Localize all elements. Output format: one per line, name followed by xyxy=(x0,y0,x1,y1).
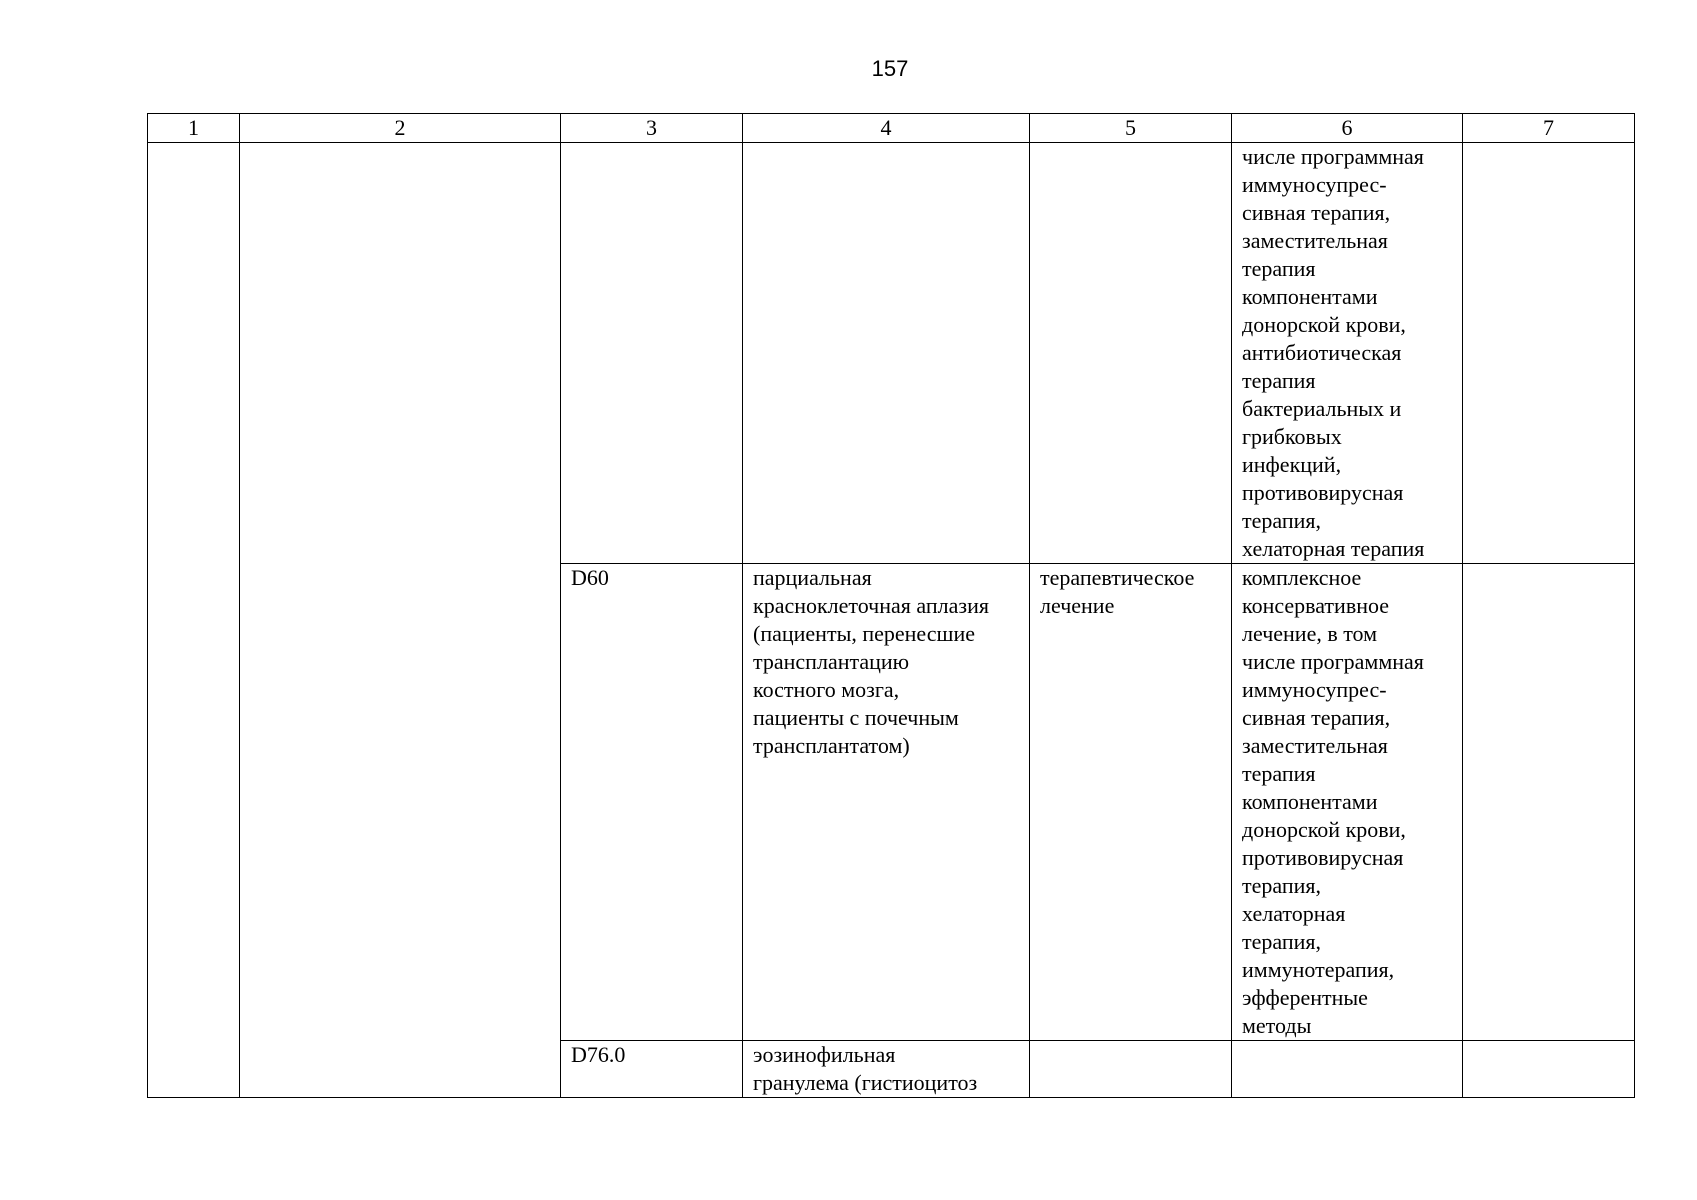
table-cell-col7 xyxy=(1463,143,1635,564)
page-number: 157 xyxy=(871,56,909,81)
table-cell-col2 xyxy=(240,143,561,1098)
column-header-1: 1 xyxy=(148,114,240,143)
table-cell-col7 xyxy=(1463,564,1635,1041)
column-header-5: 5 xyxy=(1030,114,1232,143)
column-header-3: 3 xyxy=(561,114,743,143)
table-cell-treatment-type xyxy=(1030,1041,1232,1098)
table-cell-diagnosis: эозинофильная гранулема (гистиоцитоз xyxy=(743,1041,1030,1098)
table-cell-treatment-type xyxy=(1030,143,1232,564)
treatment-table xyxy=(147,113,1635,1098)
table-cell-code: D76.0 xyxy=(561,1041,743,1098)
table-cell-col7 xyxy=(1463,1041,1635,1098)
column-header-2: 2 xyxy=(240,114,561,143)
table-header-row xyxy=(148,114,1635,143)
table-cell-col1 xyxy=(148,143,240,1098)
table-cell-treatment-method: комплексное консервативное лечение, в том числе программная иммуносупрес- сивная терапия, заместительная терапия компонентами донорской крови, противовирусная терапия, хелаторная терапия, иммунотерапия, эфферентные методы xyxy=(1232,564,1463,1041)
column-header-7: 7 xyxy=(1463,114,1635,143)
column-header-4: 4 xyxy=(743,114,1030,143)
table-cell-code: D60 xyxy=(561,564,743,1041)
column-header-6: 6 xyxy=(1232,114,1463,143)
table-cell-treatment-method xyxy=(1232,1041,1463,1098)
table-cell-code xyxy=(561,143,743,564)
table-cell-diagnosis xyxy=(743,143,1030,564)
table-cell-treatment-method: числе программная иммуносупрес- сивная терапия, заместительная терапия компонентами донорской крови, антибиотическая терапия бактериальных и грибковых инфекций, противовирусная терапия, хелаторная терапия xyxy=(1232,143,1463,564)
table-cell-treatment-type: терапевтическое лечение xyxy=(1030,564,1232,1041)
table-cell-diagnosis: парциальная красноклеточная аплазия (пациенты, перенесшие трансплантацию костного мозга, пациенты с почечным трансплантатом) xyxy=(743,564,1030,1041)
table-row xyxy=(148,143,1635,564)
